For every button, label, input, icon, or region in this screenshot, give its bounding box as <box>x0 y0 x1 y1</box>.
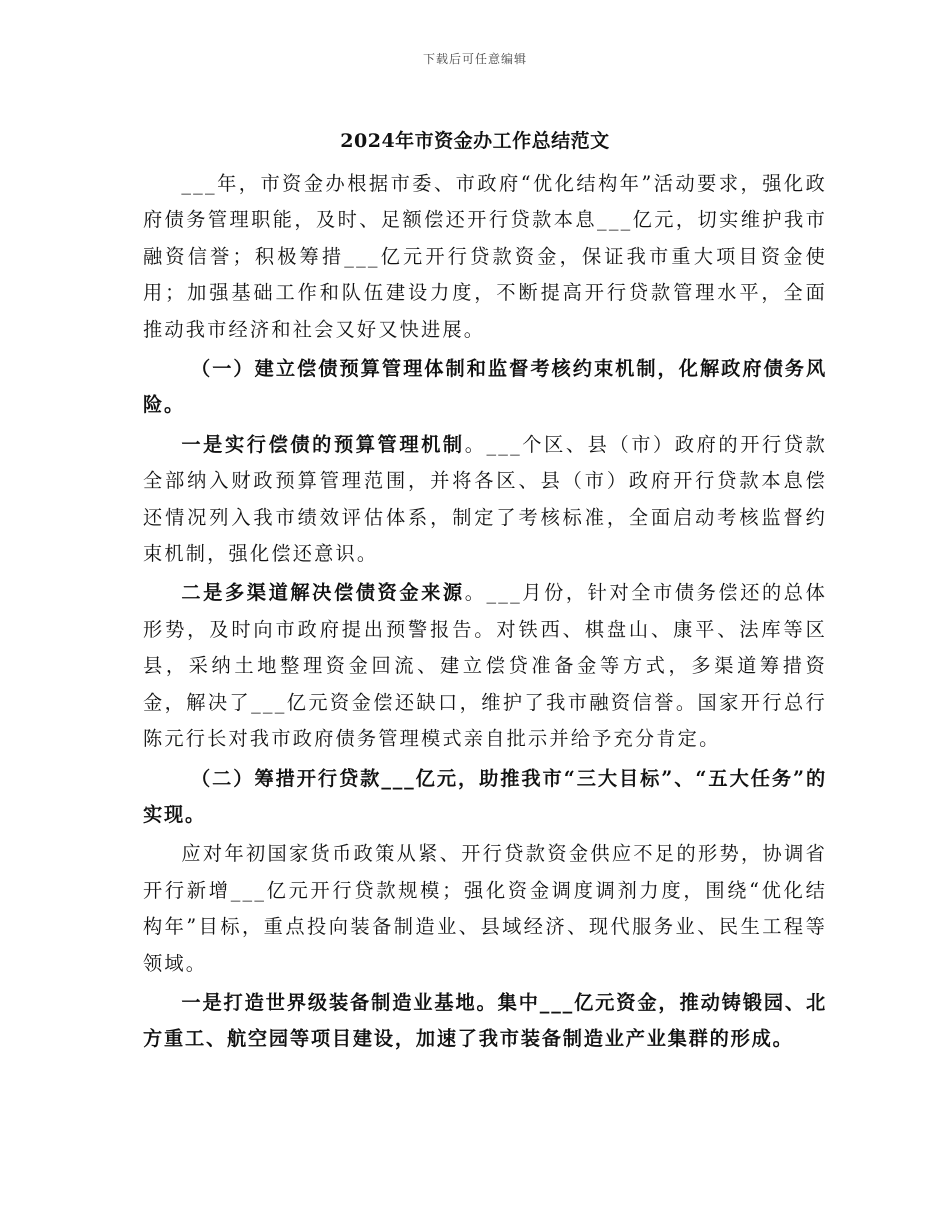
section-1-item-1-lead: 一是实行偿债的预算管理机制 <box>181 432 465 456</box>
section-1-item-1 <box>143 427 827 573</box>
section-1-item-2-body: 。___月份，针对全市债务偿还的总体形势，及时向市政府提出预警报告。对铁西、棋盘山、康平、法库等区县，采纳土地整理资金回流、建立偿贷准备金等方式，多渠道筹措资金，解决了___亿元资金偿还缺口，维护了我市融资信誉。国家开行总行陈元行长对我市政府债务管理模式亲自批示并给予充分肯定。 <box>143 581 827 751</box>
section-1-item-2 <box>143 575 827 757</box>
document-title: 2024年市资金办工作总结范文 <box>340 130 610 152</box>
section-1-item-2-lead: 二是多渠道解决偿债资金来源 <box>181 581 465 605</box>
intro-paragraph: ___年，市资金办根据市委、市政府“优化结构年”活动要求，强化政府债务管理职能，及时、足额偿还开行贷款本息___亿元，切实维护我市融资信誉；积极筹措___亿元开行贷款资金，保证我市重大项目资金使用；加强基础工作和队伍建设力度，不断提高开行贷款管理水平，全面推动我市经济和社会又好又快进展。 <box>143 172 827 341</box>
section-2-item-1: 一是打造世界级装备制造业基地。集中___亿元资金，推动铸锻园、北方重工、航空园等项目建设，加速了我市装备制造业产业集群的形成。 <box>143 990 827 1051</box>
section-2-heading: （二）筹措开行贷款___亿元，助推我市“三大目标”、“五大任务”的实现。 <box>143 766 827 826</box>
document-body <box>143 166 827 1061</box>
page-header: 下载后可任意编辑 <box>422 52 527 66</box>
section-1-heading: （一）建立偿债预算管理体制和监督考核约束机制，化解政府债务风险。 <box>143 357 827 417</box>
section-1-item-1-body: 。___个区、县（市）政府的开行贷款全部纳入财政预算管理范围，并将各区、县（市）政府开行贷款本息偿还情况列入我市绩效评估体系，制定了考核标准，全面启动考核监督约束机制，强化偿还意识。 <box>143 432 827 566</box>
section-2-paragraph: 应对年初国家货币政策从紧、开行贷款资金供应不足的形势，协调省开行新增___亿元开行贷款规模；强化资金调度调剂力度，围绕“优化结构年”目标，重点投向装备制造业、县域经济、现代服务业、民生工程等领域。 <box>143 842 827 975</box>
